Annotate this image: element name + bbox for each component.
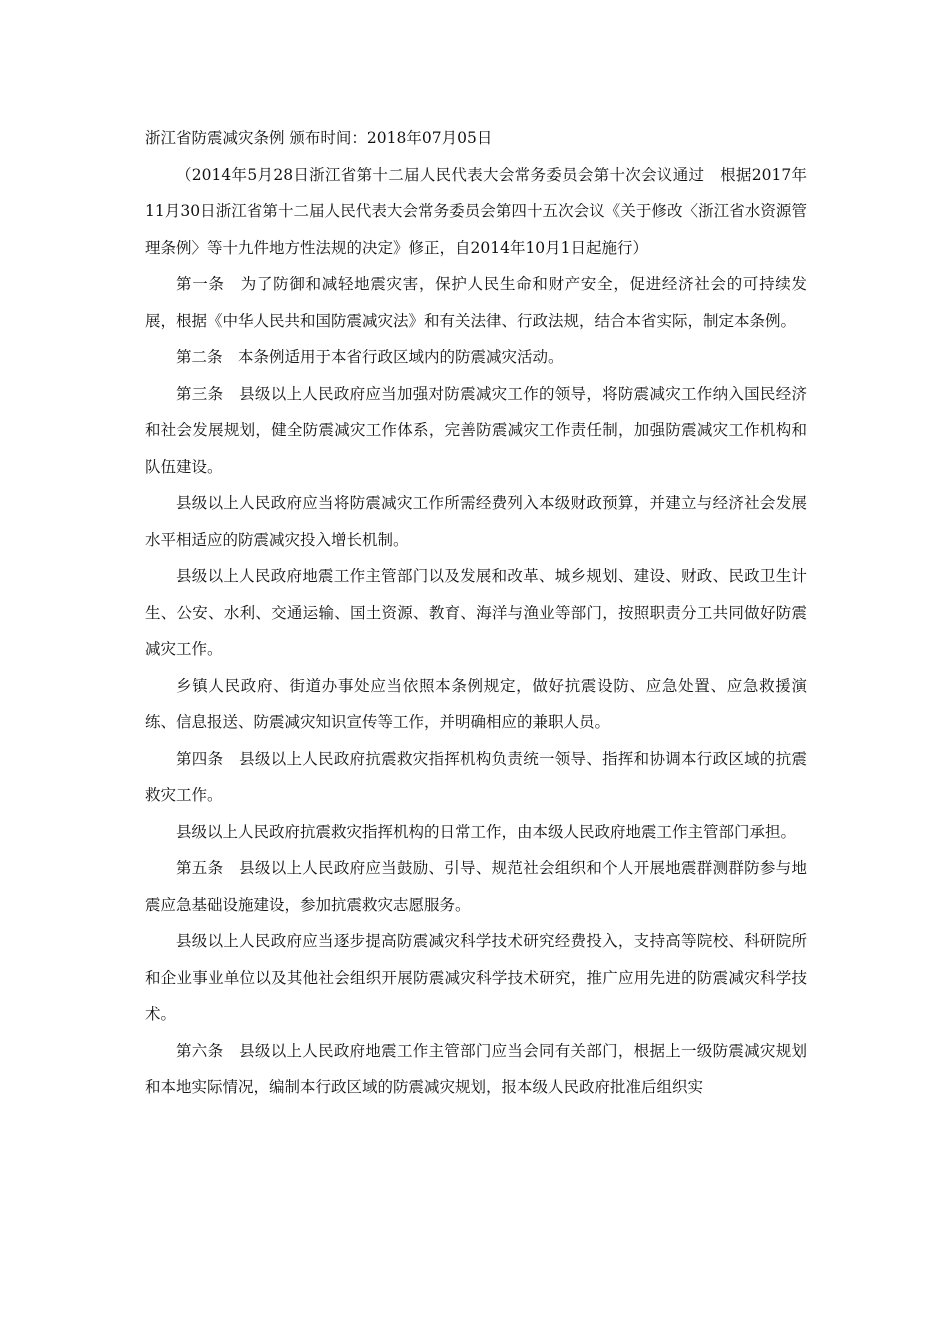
paragraph-article-5: 第五条 县级以上人民政府应当鼓励、引导、规范社会组织和个人开展地震群测群防参与地震应急基础设施建设，参加抗震救灾志愿服务。 xyxy=(145,859,807,914)
paragraph-article-3-clause-2: 县级以上人民政府应当将防震减灾工作所需经费列入本级财政预算，并建立与经济社会发展水平相适应的防震减灾投入增长机制。 xyxy=(145,494,807,549)
paragraph-article-5-clause-2: 县级以上人民政府应当逐步提高防震减灾科学技术研究经费投入，支持高等院校、科研院所和企业事业单位以及其他社会组织开展防震减灾科学技术研究，推广应用先进的防震减灾科学技术。 xyxy=(145,932,807,1023)
paragraph-article-1: 第一条 为了防御和减轻地震灾害，保护人民生命和财产安全，促进经济社会的可持续发展，根据《中华人民共和国防震减灾法》和有关法律、行政法规，结合本省实际，制定本条例。 xyxy=(145,275,807,330)
paragraph-article-2: 第二条 本条例适用于本省行政区域内的防震减灾活动。 xyxy=(176,348,564,366)
paragraph-preamble: （2014年5月28日浙江省第十二届人民代表大会常务委员会第十次会议通过 根据2017年11月30日浙江省第十二届人民代表大会常务委员会第四十五次会议《关于修改〈浙江省水资源管理条例〉等十九件地方性法规的决定》修正，自2014年10月1日起施行） xyxy=(145,165,807,257)
paragraph-article-3: 第三条 县级以上人民政府应当加强对防震减灾工作的领导，将防震减灾工作纳入国民经济和社会发展规划，健全防震减灾工作体系，完善防震减灾工作责任制，加强防震减灾工作机构和队伍建设。 xyxy=(145,384,807,476)
paragraph-article-6: 第六条 县级以上人民政府地震工作主管部门应当会同有关部门，根据上一级防震减灾规划和本地实际情况，编制本行政区域的防震减灾规划，报本级人民政府批准后组织实 xyxy=(145,1041,807,1096)
paragraph-article-3-clause-4: 乡镇人民政府、街道办事处应当依照本条例规定，做好抗震设防、应急处置、应急救援演练、信息报送、防震减灾知识宣传等工作，并明确相应的兼职人员。 xyxy=(145,676,807,731)
paragraph-article-4: 第四条 县级以上人民政府抗震救灾指挥机构负责统一领导、指挥和协调本行政区域的抗震救灾工作。 xyxy=(145,749,807,804)
document-body xyxy=(145,120,807,1106)
paragraph-article-4-clause-2: 县级以上人民政府抗震救灾指挥机构的日常工作，由本级人民政府地震工作主管部门承担。 xyxy=(176,822,797,841)
paragraph-article-3-clause-3: 县级以上人民政府地震工作主管部门以及发展和改革、城乡规划、建设、财政、民政卫生计生、公安、水利、交通运输、国土资源、教育、海洋与渔业等部门，按照职责分工共同做好防震减灾工作。 xyxy=(145,567,807,658)
document-title-line: 浙江省防震减灾条例 颁布时间：2018年07月05日 xyxy=(145,129,493,147)
